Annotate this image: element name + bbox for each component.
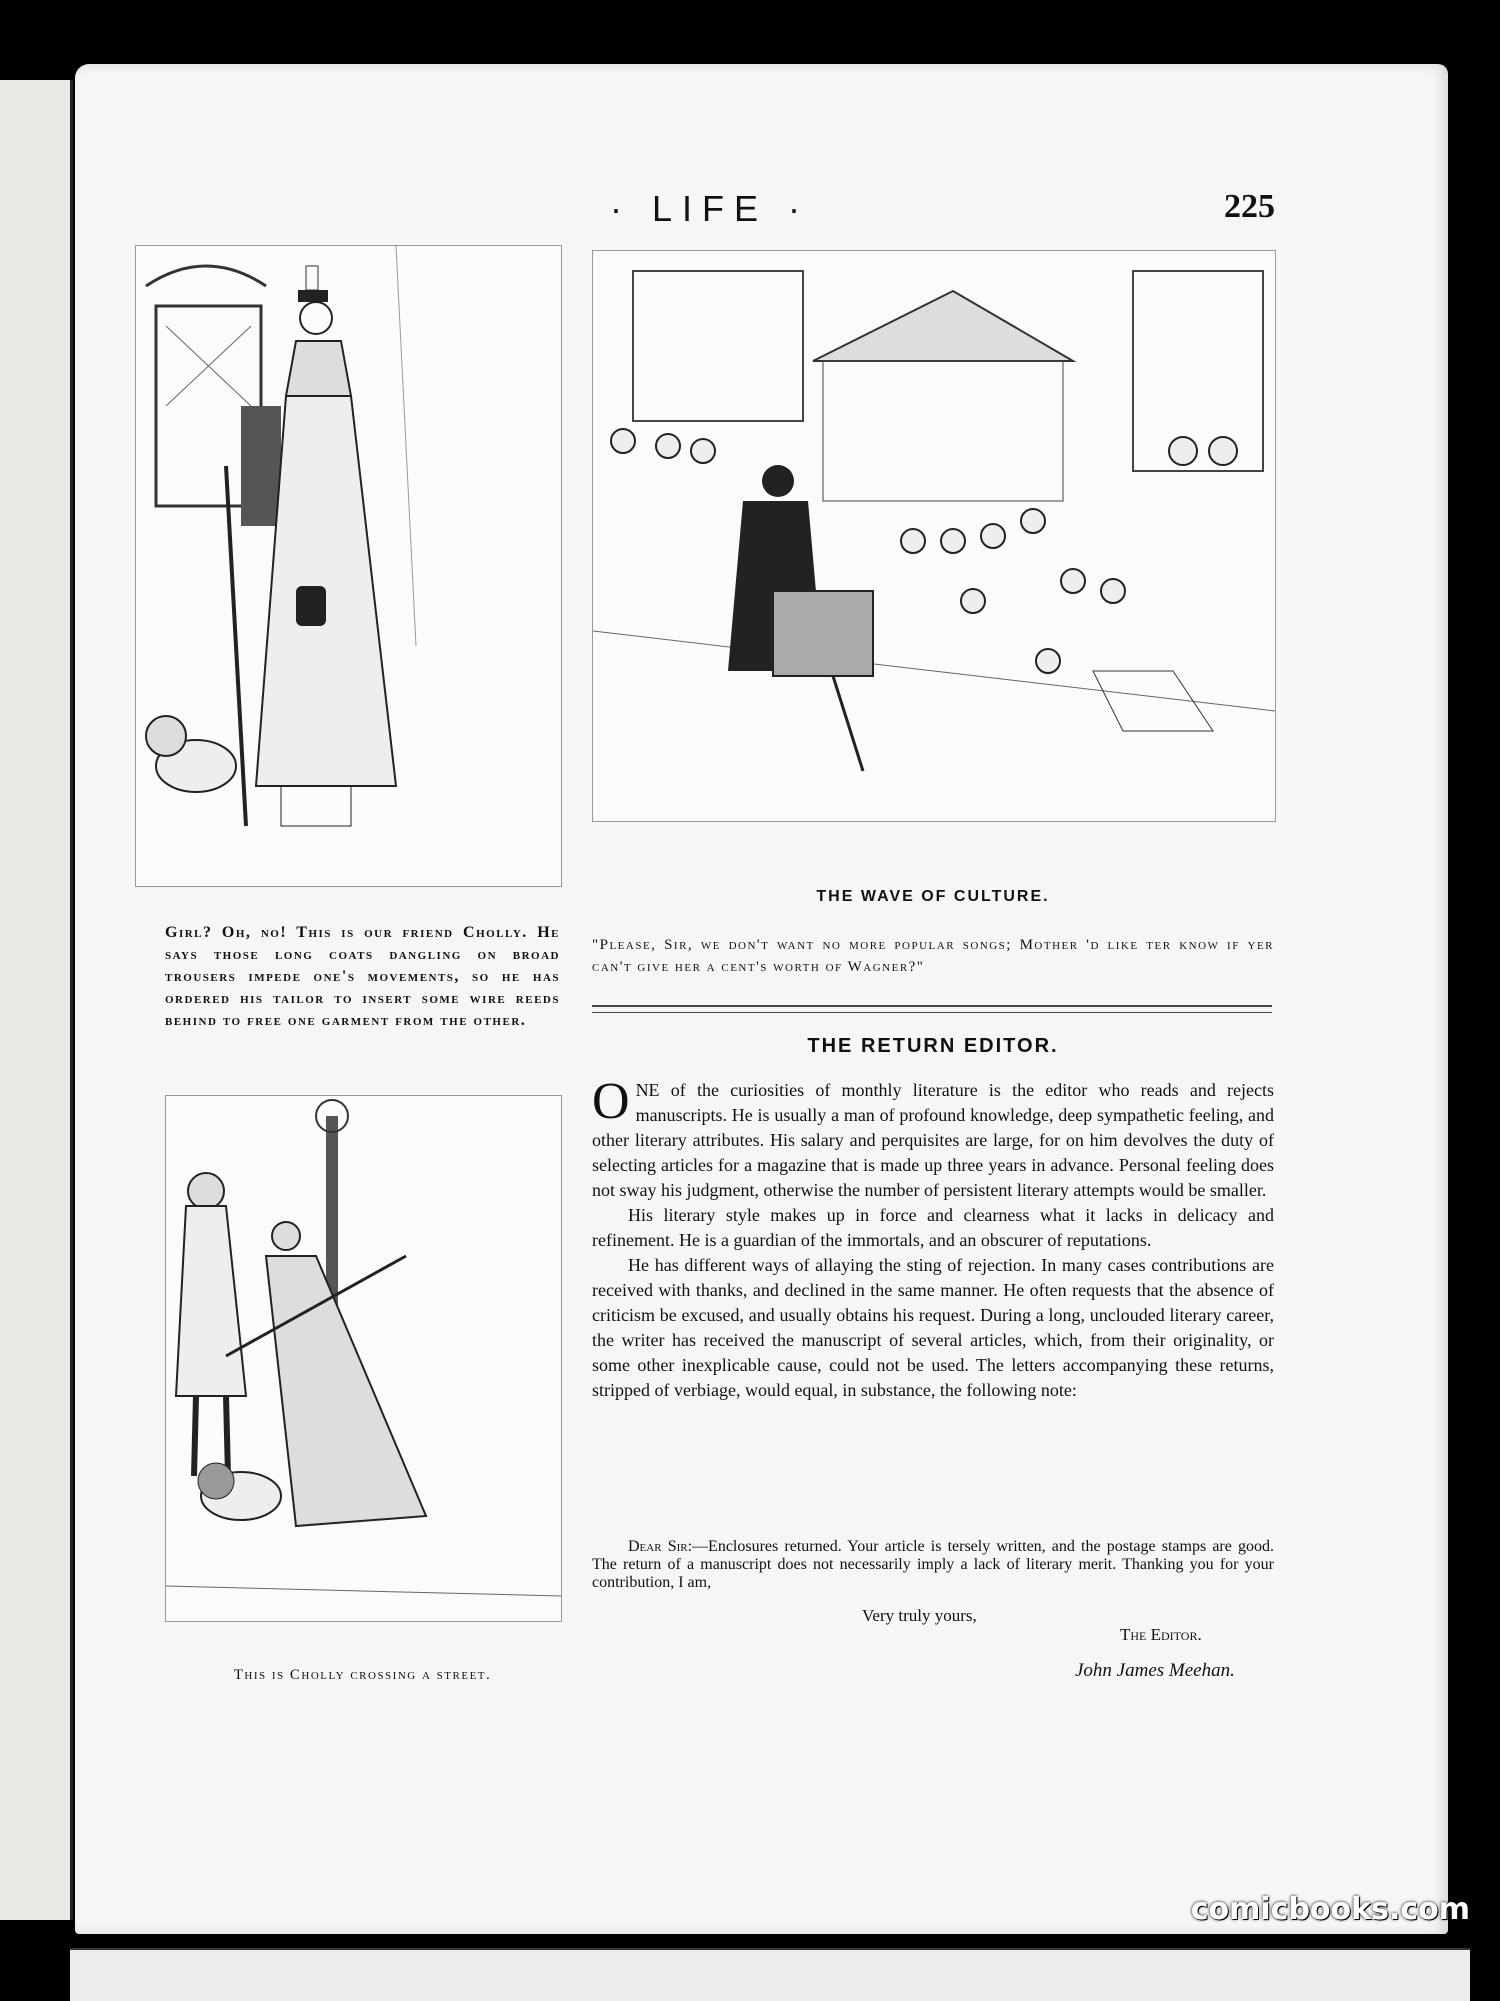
editor-letter <box>592 1538 1274 1592</box>
section-rule <box>592 1005 1272 1013</box>
article-author: John James Meehan. <box>1075 1660 1235 1681</box>
illustration2-caption: "Please, Sir, we don't want no more popular songs; Mother 'd like ter know if yer can't give her a cent's worth of Wagner?" <box>592 937 1274 975</box>
article-body <box>592 1073 1274 1403</box>
paragraph-1-text: NE of the curiosities of monthly literature is the editor who reads and rejects manuscripts. He is usually a man of profound knowledge, deep sympathetic feeling, and other literary attributes. His salary and perquisites are large, for on him devolves the duty of selecting articles for a magazine that is made up three years in advance. Personal feeling does not sway his judgment, otherwise the number of persistent literary attempts would be smaller. <box>592 1080 1274 1200</box>
organ-grinder-drawing <box>593 251 1275 821</box>
drop-cap: O <box>592 1073 630 1130</box>
cholly-ticket-office-drawing <box>136 246 561 886</box>
article-paragraph-3: He has different ways of allaying the sting of rejection. In many cases contributions are received with thanks, and declined in the same manner. He often requests that the absence of criticism be excused, and usually obtains his request. During a long, unclouded literary career, the writer has received the manuscript of several articles, which, from their originality, or some other inexplicable cause, could not be used. The letters accompanying these returns, stripped of verbiage, would equal, in substance, the following note: <box>592 1255 1274 1400</box>
next-page-edge <box>70 1948 1470 2001</box>
illustration1-caption: Girl? Oh, no! This is our friend Cholly. He says those long coats dangling on broad trousers impede one's movements, so he has ordered his tailor to insert some wire reeds behind to free one garment from the other. <box>165 924 560 1029</box>
letter-body: —Enclosures returned. Your article is tersely written, and the postage stamps are good. The return of a manuscript does not necessarily imply a lack of literary merit. Thanking you for your contribution, I am, <box>592 1538 1274 1591</box>
letter-signoff: The Editor. <box>1120 1625 1202 1644</box>
illustration3-caption: This is Cholly crossing a street. <box>233 1667 492 1683</box>
masthead: · LIFE · <box>610 188 811 229</box>
facing-page-edge <box>0 80 73 1920</box>
page-number: 225 <box>1224 188 1275 225</box>
illustration-wave-of-culture <box>592 250 1276 822</box>
watermark: comicbooks.com <box>1190 1892 1470 1927</box>
article-paragraph-1 <box>592 1073 1274 1203</box>
article-paragraph-2: His literary style makes up in force and clearness what it lacks in delicacy and refinement. He is a guardian of the immortals, and an obscurer of reputations. <box>592 1205 1274 1250</box>
illustration-cholly-ticket-office <box>135 245 562 887</box>
letter-closing: Very truly yours, <box>862 1606 977 1625</box>
letter-salutation: Dear Sir: <box>628 1538 693 1555</box>
wave-of-culture-title: THE WAVE OF CULTURE. <box>816 888 1050 905</box>
illustration-cholly-crossing <box>165 1095 562 1622</box>
cholly-crossing-drawing <box>166 1096 561 1621</box>
article-title: THE RETURN EDITOR. <box>807 1035 1059 1057</box>
